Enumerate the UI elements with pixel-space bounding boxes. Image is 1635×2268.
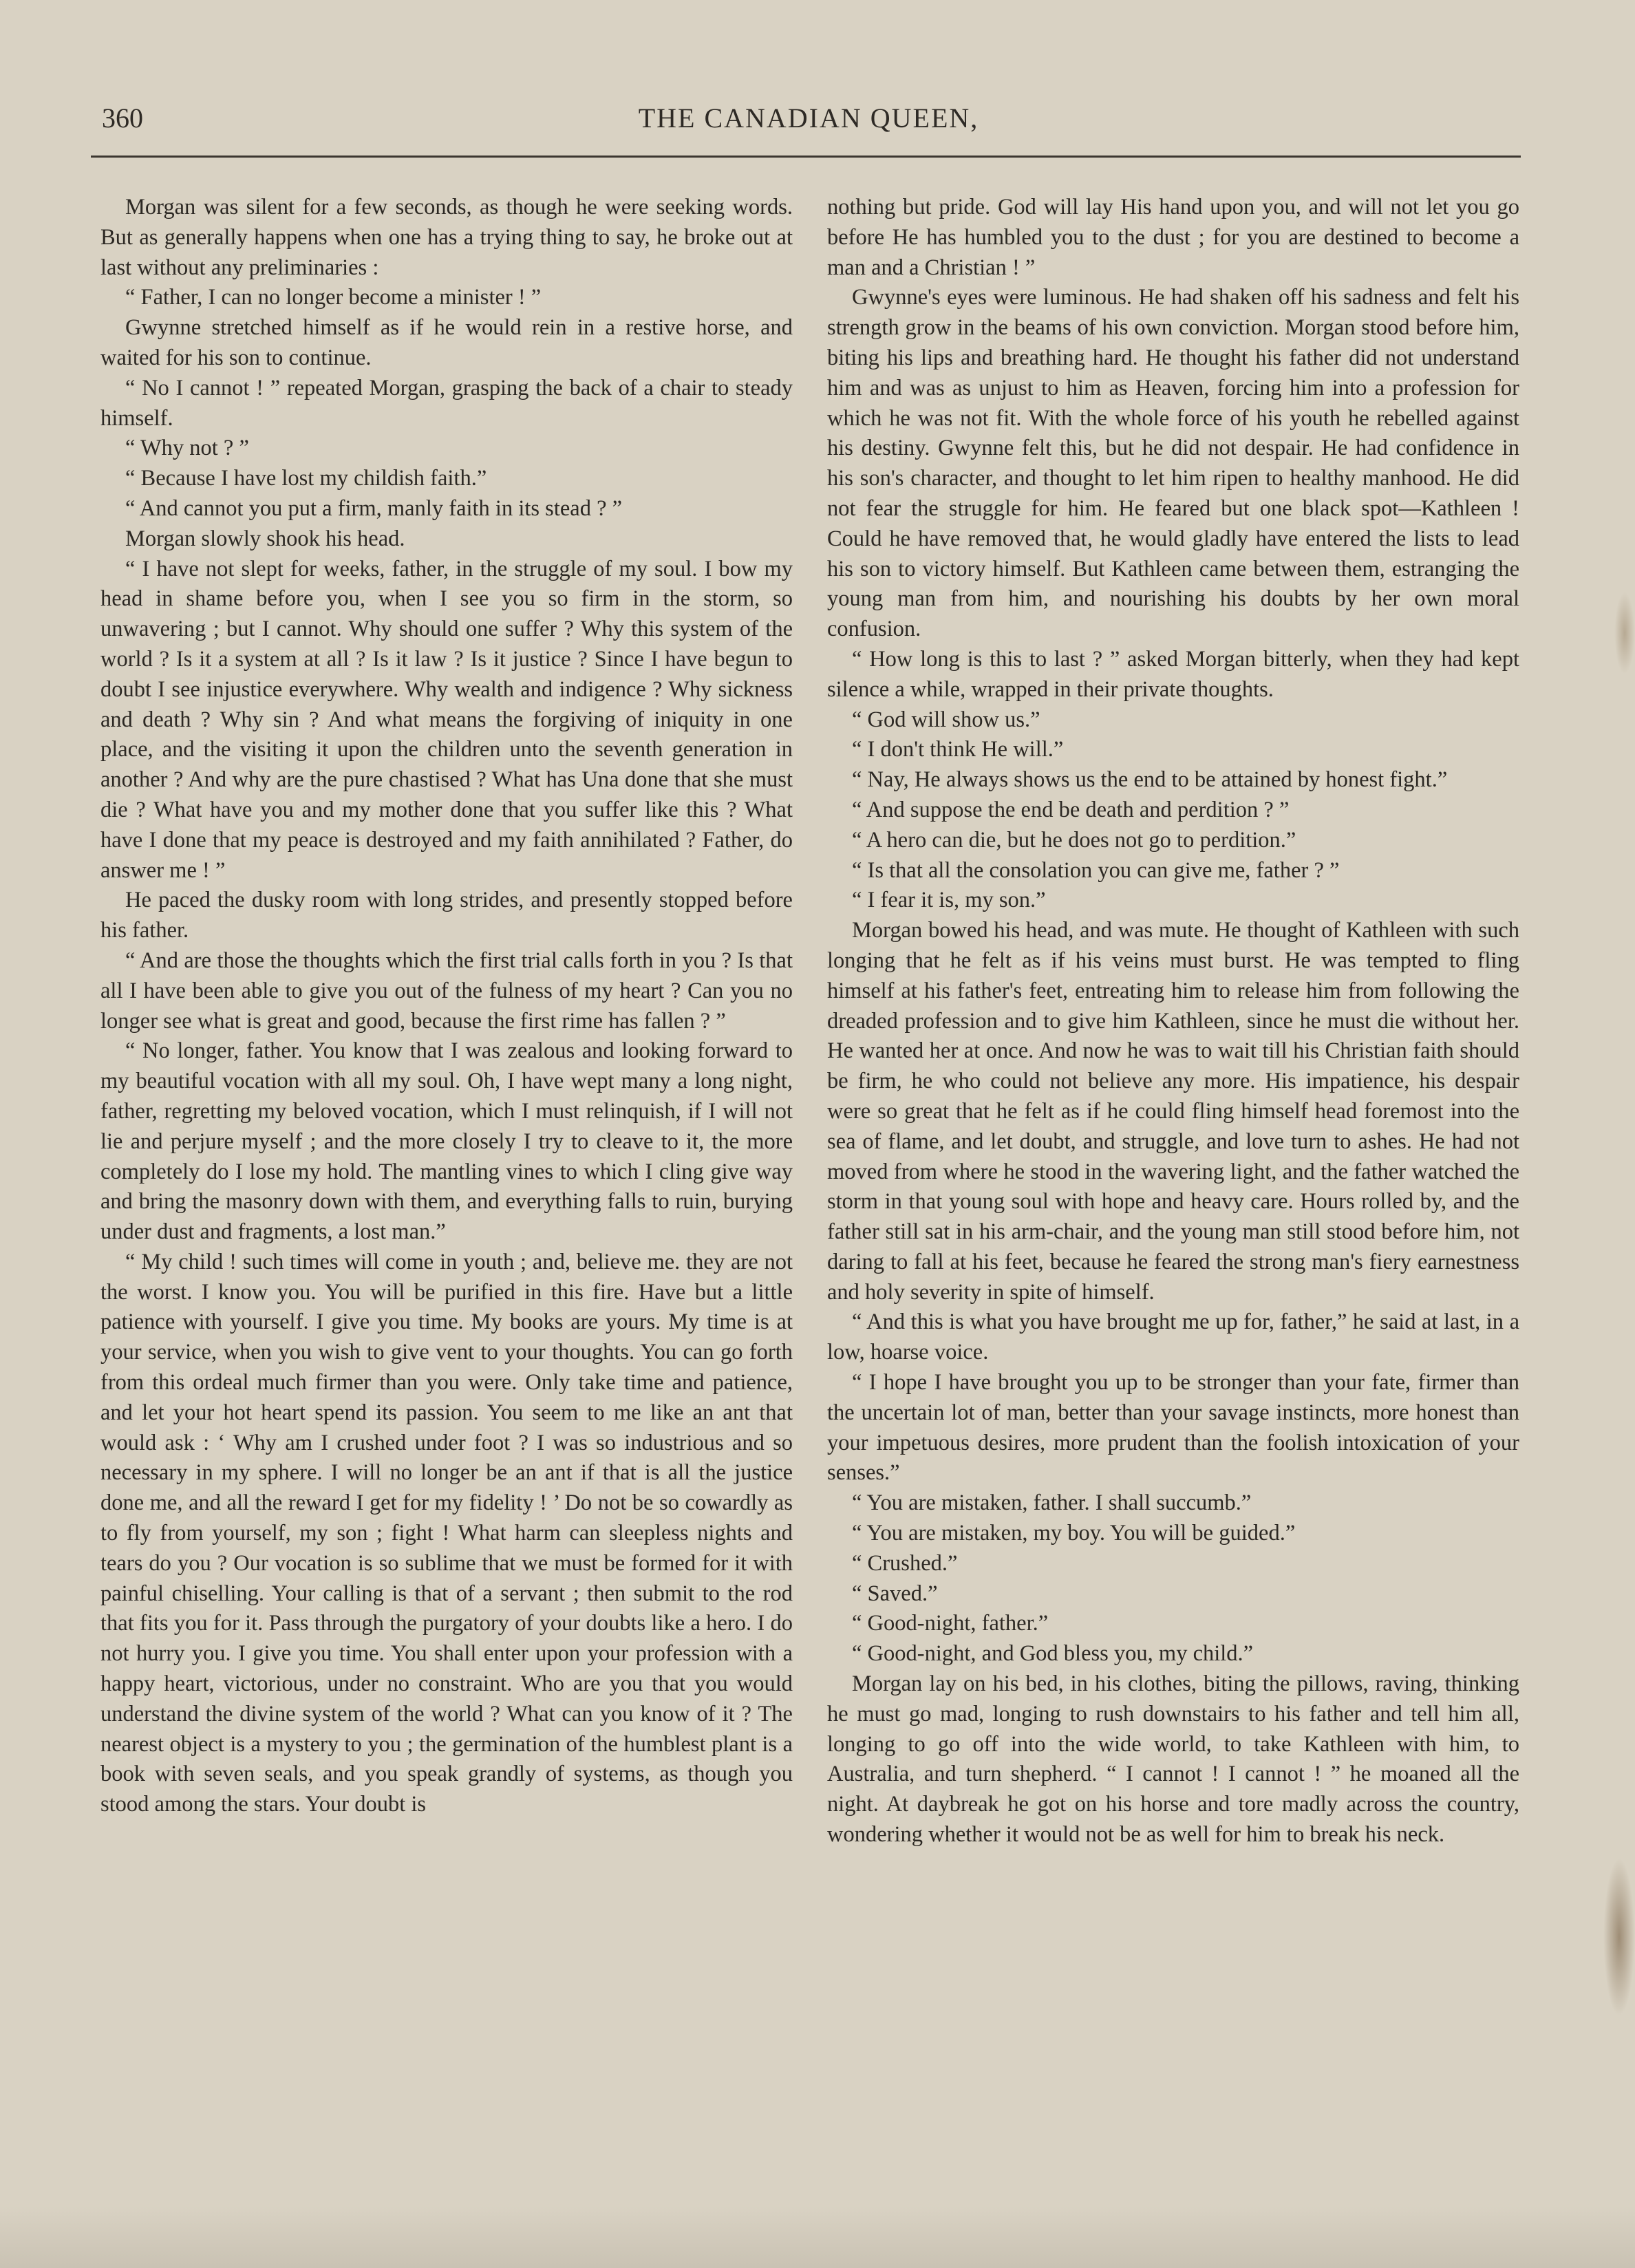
- paragraph: “ Good-night, and God bless you, my child.”: [852, 1641, 1254, 1667]
- paragraph: “ I have not slept for weeks, father, in the struggle of my soul. I bow my head in shame before you, when I see you so firm in the storm, so unwavering ; but I cannot. Why should one suffer ? Why this system of the world ? Is it a system at all ? Is it law ? Is it justice ? Since I have begun to doubt I see injustice everywhere. Why wealth and indigence ? Why sickness and death ? Why sin ? And what means the forgiving of iniquity in one place, and the visiting it upon the children unto the seventh generation in another ? And why are the pure chastised ? What has Una done that she must die ? What have you and my mother done that you suffer like this ? What have I done that my peace is destroyed and my faith annihilated ? Father, do answer me ! ”: [100, 556, 793, 883]
- page-header: [96, 102, 1521, 150]
- paragraph: “ I don't think He will.”: [852, 737, 1064, 762]
- paragraph: “ Good-night, father.”: [852, 1611, 1049, 1636]
- paragraph: “ I fear it is, my son.”: [852, 888, 1046, 913]
- paragraph: “ Nay, He always shows us the end to be attained by honest fight.”: [852, 767, 1448, 793]
- paragraph: Gwynne's eyes were luminous. He had shaken off his sadness and felt his strength grow in the beams of his own conviction. Morgan stood before him, biting his lips and breathing hard. He thought his father did not understand him and was as unjust to him as Heaven, forcing him into a profession for which he was not fit. With the whole force of his youth he rebelled against his destiny. Gwynne felt this, but he did not despair. He had confidence in his son's character, and thought to let him ripen to healthy manhood. He did not fear the struggle for him. He feared but one black spot—Kathleen ! Could he have removed that, he would gladly have entered the lists to lead his son to victory himself. But Kathleen came between them, estranging the young man from him, and nourishing his doubts by her own moral confusion.: [827, 285, 1519, 642]
- paragraph: “ Saved.”: [852, 1581, 938, 1606]
- paragraph: He paced the dusky room with long strides, and presently stopped before his father.: [100, 888, 793, 943]
- paragraph: “ Father, I can no longer become a minister ! ”: [125, 285, 542, 310]
- journal-title: THE CANADIAN QUEEN,: [638, 103, 979, 133]
- paper-stain: [1603, 1858, 1635, 2016]
- paragraph: “ And this is what you have brought me up for, father,” he said at last, in a low, hoarse voice.: [827, 1309, 1519, 1365]
- paragraph: nothing but pride. God will lay His hand upon you, and will not let you go before He has humbled you to the dust ; for you are destined to become a man and a Christian ! ”: [827, 195, 1519, 280]
- page-number: 360: [102, 103, 143, 133]
- paragraph: “ You are mistaken, my boy. You will be guided.”: [852, 1521, 1296, 1546]
- paragraph: “ Is that all the consolation you can give me, father ? ”: [852, 857, 1340, 883]
- paragraph: “ A hero can die, but he does not go to perdition.”: [852, 827, 1296, 853]
- paragraph: “ I hope I have brought you up to be stronger than your fate, firmer than the uncertain lot of man, better than your savage instincts, more honest than your impetuous desires, more prudent than the foolish intoxication of your senses.”: [827, 1370, 1519, 1486]
- paragraph: “ Crushed.”: [852, 1550, 958, 1576]
- paragraph: Gwynne stretched himself as if he would rein in a restive horse, and waited for his son to continue.: [100, 315, 793, 370]
- paragraph: “ My child ! such times will come in youth ; and, believe me. they are not the worst. I know you. You will be purified in this fire. Have but a little patience with yourself. I give you time. My books are yours. My time is at your service, when you wish to give vent to your thoughts. You can go forth from this ordeal much firmer than you were. Only take time and patience, and let your hot heart spend its passion. You seem to me like an ant that would ask : ‘ Why am I crushed under foot ? I was so industrious and so necessary in my sphere. I will no longer be an ant if that is all the justice done me, and all the reward I get for my fidelity ! ’ Do not be so cowardly as to fly from yourself, my son ; fight ! What harm can sleepless nights and tears do you ? Our vocation is so sublime that we must be formed for it with painful chiselling. Your calling is that of a servant ; then submit to the rod that fits you for it. Pass through the purgatory of your doubts like a hero. I do not hurry you. I give you time. You shall enter upon your profession with a happy heart, victorious, under no constraint. Who are you that you would understand the divine system of the world ? What can you know of it ? The nearest object is a mystery to you ; the germination of the humblest plant is a book with seven seals, and you speak grandly of systems, as though you stood among the stars. Your doubt is: [100, 1249, 793, 1817]
- paragraph: “ No longer, father. You know that I was zealous and looking forward to my beautiful vocation with all my soul. Oh, I have wept many a long night, father, regretting my beloved vocation, which I must relinquish, if I will not lie and perjure myself ; and the more closely I try to cleave to it, the more completely do I lose my hold. The mantling vines to which I cling give way and bring the masonry down with them, and everything falls to ruin, burying under dust and fragments, a lost man.”: [100, 1038, 793, 1245]
- paragraph: “ How long is this to last ? ” asked Morgan bitterly, when they had kept silence a while, wrapped in their private thoughts.: [827, 646, 1519, 702]
- paragraph: “ Why not ? ”: [125, 436, 249, 461]
- paragraph: “ And are those the thoughts which the first trial calls forth in you ? Is that all I have been able to give you out of the fulness of my heart ? Can you no longer see what is great and good, because the first rime has fallen ? ”: [100, 948, 793, 1034]
- paragraph: Morgan was silent for a few seconds, as though he were seeking words. But as generally happens when one has a trying thing to say, he broke out at last without any preliminaries :: [100, 195, 793, 280]
- paragraph: “ No I cannot ! ” repeated Morgan, grasping the back of a chair to steady himself.: [100, 375, 793, 431]
- left-column: [100, 193, 793, 1820]
- paragraph: “ Because I have lost my childish faith.”: [125, 466, 487, 491]
- paragraph: Morgan slowly shook his head.: [125, 526, 405, 551]
- paragraph: “ You are mistaken, father. I shall succumb.”: [852, 1490, 1252, 1516]
- paper-stain: [1614, 592, 1635, 674]
- paragraph: “ And suppose the end be death and perdition ? ”: [852, 797, 1290, 822]
- right-column: [827, 193, 1519, 1850]
- paragraph: “ And cannot you put a firm, manly faith in its stead ? ”: [125, 495, 623, 521]
- paragraph: Morgan lay on his bed, in his clothes, biting the pillows, raving, thinking he must go mad, longing to rush downstairs to his father and tell him all, longing to go off into the wide world, to take Kathleen with him, to Australia, and turn shepherd. “ I cannot ! I cannot ! ” he moaned all the night. At daybreak he got on his horse and tore madly across the country, wondering whether it would not be as well for him to break his neck.: [827, 1671, 1519, 1848]
- paragraph: Morgan bowed his head, and was mute. He thought of Kathleen with such longing that he felt as if his veins must burst. He was tempted to fling himself at his father's feet, entreating him to release him from following the dreaded profession and to give him Kathleen, since he must die without her. He wanted her at once. And now he was to wait till his Christian faith should be firm, he who could not believe any more. His impatience, his despair were so great that he felt as if he could fling himself head foremost into the sea of flame, and let doubt, and struggle, and love turn to ashes. He had not moved from where he stood in the wavering light, and the father watched the storm in that young soul with hope and heavy care. Hours rolled by, and the father still sat in his arm-chair, and the young man still stood before him, not daring to fall at his feet, because he feared the strong man's fiery earnestness and holy severity in spite of himself.: [827, 918, 1519, 1305]
- paragraph: “ God will show us.”: [852, 707, 1040, 732]
- page-edge-shadow: [0, 2206, 1635, 2268]
- header-rule: [91, 156, 1521, 158]
